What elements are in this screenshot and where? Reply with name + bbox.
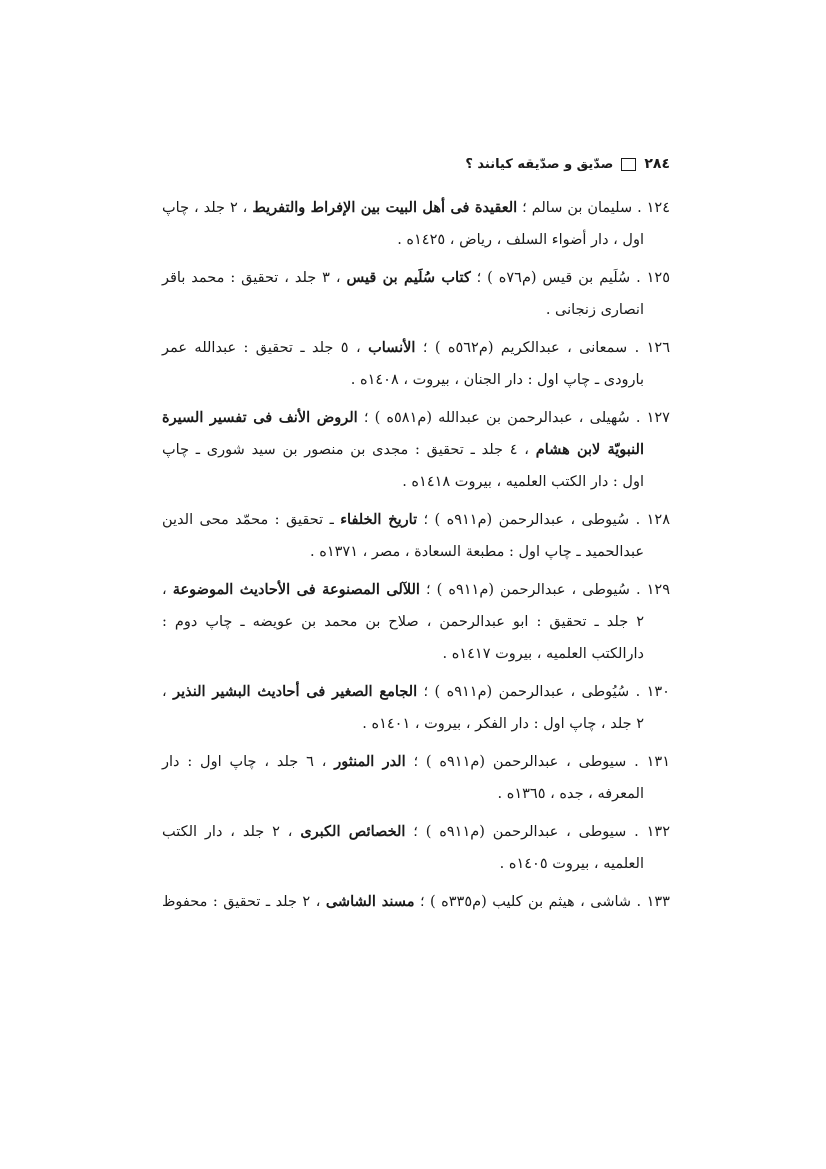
entry-details: ، ٦ جلد ، چاپ اول : دار	[162, 754, 335, 770]
bibliography-entry-133: ١٣٣ . شاشى ، هيثم بن كليب (م٣٣٥ه ) ؛ مسند الشاشى ، ٢ جلد ـ تحقيق : محفوظ	[162, 893, 670, 910]
entry-title: العقيدة فى أهل البيت بين الإفراط والتفريط	[252, 199, 518, 216]
entry-number: ١٢٧	[646, 410, 670, 426]
entry-number: ١٢٤	[646, 200, 671, 216]
entry-continuation: العلميه ، بيروت ١٤٠٥ه .	[499, 856, 644, 872]
entry-title: تاريخ الخلفاء	[340, 511, 418, 528]
entry-continuation: ٢ جلد ، چاپ اول : دار الفكر ، بيروت ، ١٤٠١ه .	[362, 716, 644, 732]
entry-author: سيوطى ، عبدالرحمن (م٩١١ه ) ؛	[405, 754, 627, 770]
entry-details: ، ٢ جلد ، دار الكتب	[162, 824, 301, 840]
entry-title: كتاب سُلَيم بن قيس	[346, 269, 471, 286]
entry-author: سُلَيم بن قيس (م٧٦ه ) ؛	[470, 270, 631, 286]
entry-number: ١٣١	[646, 754, 670, 770]
entry-number: ١٢٨	[646, 512, 670, 528]
entry-number: ١٣٣	[646, 894, 670, 910]
entry-number: ١٢٩	[646, 582, 670, 598]
entry-author: سُيُوطى ، عبدالرحمن (م٩١١ه ) ؛	[417, 684, 630, 700]
entry-continuation: المعرفه ، جده ، ١٣٦٥ه .	[497, 786, 644, 802]
entry-continuation: بارودى ـ چاپ اول : دار الجنان ، بيروت ، ١٤٠٨ه .	[350, 372, 644, 388]
bibliography-entry-126: ١٢٦ . سمعانى ، عبدالكريم (م٥٦٢ه ) ؛ الأنساب ، ٥ جلد ـ تحقيق : عبدالله عمر بارودى ـ چاپ اول : دار الجنان ، بيروت ، ١٤٠٨ه .	[162, 332, 670, 396]
entry-details: ، ٥ جلد ـ تحقيق : عبدالله عمر	[162, 340, 369, 356]
entry-author: شاشى ، هيثم بن كليب (م٣٣٥ه ) ؛	[414, 894, 632, 910]
entry-author: سُيوطى ، عبدالرحمن (م٩١١ه ) ؛	[419, 582, 630, 598]
entry-details: ، ٣ جلد ، تحقيق : محمد باقر	[162, 270, 347, 286]
entry-continuation: اول ، دار أضواء السلف ، رياض ، ١٤٢٥ه .	[397, 232, 644, 248]
page-number: ٢٨٤	[644, 156, 670, 172]
bibliography-entry-132: ١٣٢ . سيوطى ، عبدالرحمن (م٩١١ه ) ؛ الخصائص الكبرى ، ٢ جلد ، دار الكتب العلميه ، بيروت ١٤٠٥ه .	[162, 816, 670, 880]
entry-details: ، ٤ جلد ـ تحقيق : مجدى بن منصور بن سيد شورى ـ چاپ	[162, 442, 536, 458]
entry-author: سمعانى ، عبدالكريم (م٥٦٢ه ) ؛	[415, 340, 628, 356]
entry-continuation: ٢ جلد ـ تحقيق : ابو عبدالرحمن ، صلاح بن محمد بن عويضه ـ چاپ دوم :	[162, 614, 644, 630]
bibliography-entry-129: ١٢٩ . سُيوطى ، عبدالرحمن (م٩١١ه ) ؛ اللآلى المصنوعة فى الأحاديث الموضوعة ، ٢ جلد ـ تحقيق : ابو عبدالرحمن ، صلاح بن محمد بن عويضه ـ چاپ دوم : دارالكتب العلميه ، بيروت ١٤١٧ه .	[162, 574, 670, 670]
entry-details: ، ٢ جلد ، چاپ	[162, 200, 253, 216]
entry-author: سُهيلى ، عبدالرحمن بن عبدالله (م٥٨١ه ) ؛	[357, 410, 630, 426]
square-ornament-icon	[621, 158, 636, 171]
bibliography-list	[162, 192, 670, 918]
entry-title: الأنساب	[368, 339, 416, 356]
bibliography-entry-130: ١٣٠ . سُيُوطى ، عبدالرحمن (م٩١١ه ) ؛ الجامع الصغير فى أحاديث البشير النذير ، ٢ جلد ، چاپ اول : دار الفكر ، بيروت ، ١٤٠١ه .	[162, 676, 670, 740]
bibliography-entry-131: ١٣١ . سيوطى ، عبدالرحمن (م٩١١ه ) ؛ الدر المنثور ، ٦ جلد ، چاپ اول : دار المعرفه ، جده ، ١٣٦٥ه .	[162, 746, 670, 810]
entry-continuation: انصارى زنجانى .	[545, 302, 644, 318]
entry-continuation: دارالكتب العلميه ، بيروت ١٤١٧ه .	[442, 646, 644, 662]
entry-author: سليمان بن سالم ؛	[517, 200, 633, 216]
entry-number: ١٣٢	[646, 824, 671, 840]
entry-title: الدر المنثور	[334, 753, 406, 770]
running-header	[162, 150, 670, 178]
entry-continuation: عبدالحميد ـ چاپ اول : مطبعة السعادة ، مصر ، ١٣٧١ه .	[310, 544, 644, 560]
entry-title-continuation: النبويّة لابن هشام	[535, 441, 644, 458]
entry-title: مسند الشاشى	[325, 893, 415, 910]
entry-details: ،	[162, 684, 174, 700]
entry-title: الجامع الصغير فى أحاديث البشير النذير	[173, 683, 418, 700]
entry-number: ١٢٦	[646, 340, 670, 356]
entry-continuation: اول : دار الكتب العلميه ، بيروت ١٤١٨ه .	[402, 474, 644, 490]
entry-title: الخصائص الكبرى	[300, 823, 406, 840]
entry-details: ـ تحقيق : محمّد محى الدين	[162, 512, 341, 528]
book-page	[162, 150, 670, 924]
entry-details: ، ٢ جلد ـ تحقيق : محفوظ	[162, 894, 326, 910]
entry-author: سُيوطى ، عبدالرحمن (م٩١١ه ) ؛	[417, 512, 630, 528]
bibliography-entry-128: ١٢٨ . سُيوطى ، عبدالرحمن (م٩١١ه ) ؛ تاريخ الخلفاء ـ تحقيق : محمّد محى الدين عبدالحميد ـ چاپ اول : مطبعة السعادة ، مصر ، ١٣٧١ه .	[162, 504, 670, 568]
bibliography-entry-125: ١٢٥ . سُلَيم بن قيس (م٧٦ه ) ؛ كتاب سُلَيم بن قيس ، ٣ جلد ، تحقيق : محمد باقر انصارى زنجانى .	[162, 262, 670, 326]
entry-number: ١٢٥	[646, 270, 670, 286]
bibliography-entry-127: ١٢٧ . سُهيلى ، عبدالرحمن بن عبدالله (م٥٨١ه ) ؛ الروض الأنف فى تفسير السيرة النبويّة لابن هشام ، ٤ جلد ـ تحقيق : مجدى بن منصور بن سيد شورى ـ چاپ اول : دار الكتب العلميه ، بيروت ١٤١٨ه .	[162, 402, 670, 498]
entry-title: الروض الأنف فى تفسير السيرة	[162, 409, 358, 426]
running-title: صدّیق و صدّیقه کیانند ؟	[465, 156, 614, 172]
entry-author: سيوطى ، عبدالرحمن (م٩١١ه ) ؛	[405, 824, 627, 840]
entry-details: ،	[162, 582, 173, 598]
bibliography-entry-124: ١٢٤ . سليمان بن سالم ؛ العقيدة فى أهل البيت بين الإفراط والتفريط ، ٢ جلد ، چاپ اول ، دار أضواء السلف ، رياض ، ١٤٢٥ه .	[162, 192, 670, 256]
entry-number: ١٣٠	[646, 684, 670, 700]
entry-title: اللآلى المصنوعة فى الأحاديث الموضوعة	[172, 581, 420, 598]
